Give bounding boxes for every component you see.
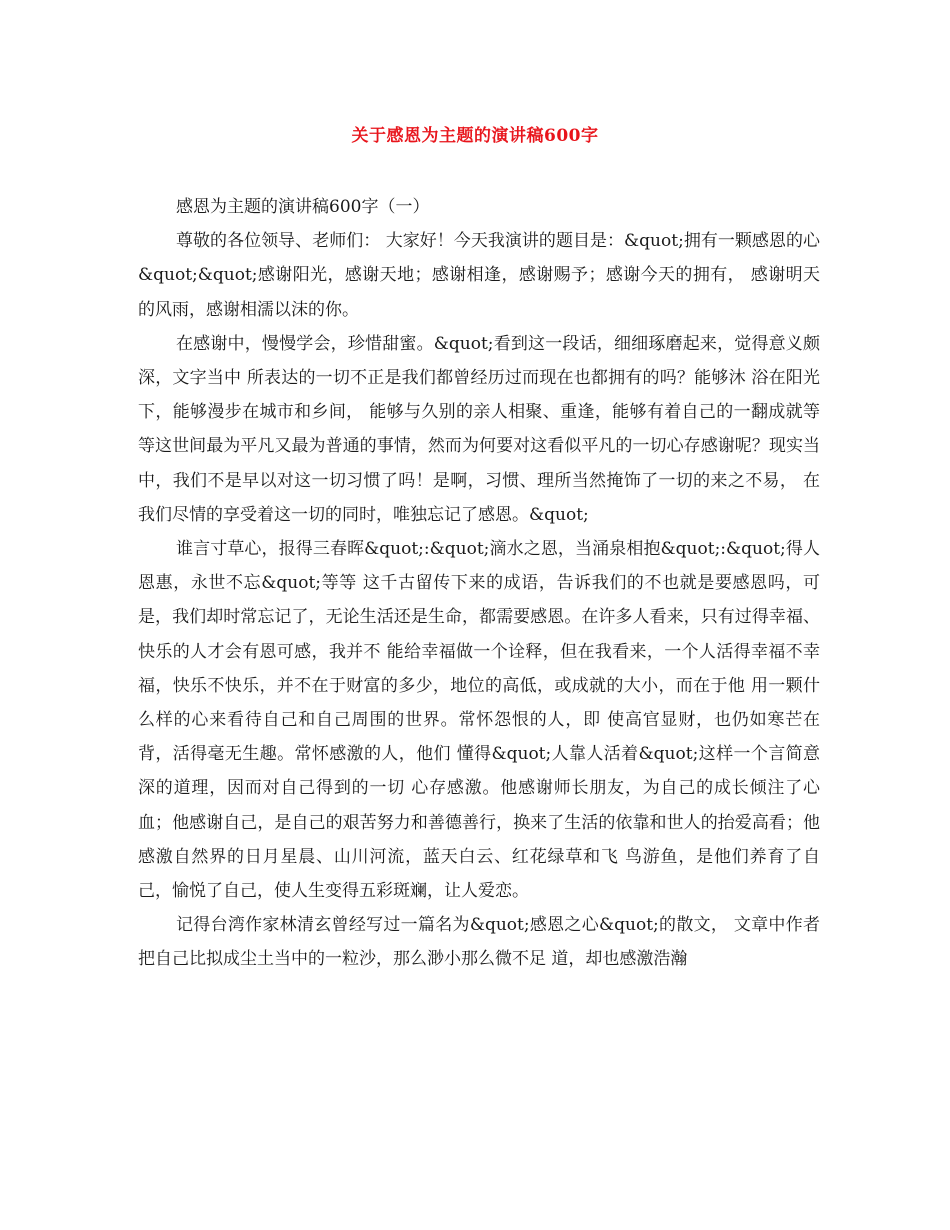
paragraph-proverbs: 谁言寸草心，报得三春晖&quot;:&quot;滴水之恩，当涌泉相抱&quot;:&quot;得人恩惠，永世不忘&quot;等等 这千古留传下来的成语，告诉我们的不也就是要感恩吗，可是，我们却时常忘记了，无论生活还是生命，都需要感恩。在许多人看来，只有过得幸福、快乐的人才会有恩可感，我并不 能给幸福做一个诠释，但在我看来，一个人活得幸福不幸福，快乐不快乐，并不在于财富的多少，地位的高低，或成就的大小，而在于他 用一颗什么样的心来看待自己和自己周围的世界。常怀怨恨的人，即 使高官显财，也仍如寒芒在背，活得毫无生趣。常怀感激的人，他们 懂得&quot;人靠人活着&quot;这样一个言简意深的道理，因而对自己得到的一切 心存感激。他感谢师长朋友，为自己的成长倾注了心血；他感谢自己，是自己的艰苦努力和善德善行，换来了生活的依靠和世人的抬爱高看；他感激自然界的日月星晨、山川河流，蓝天白云、红花绿草和飞 鸟游鱼，是他们养育了自己，愉悦了自己，使人生变得五彩斑斓，让人爱恋。 [138,539,820,902]
paragraph-greeting: 尊敬的各位领导、老师们： 大家好！今天我演讲的题目是：&quot;拥有一颗感恩的心&quot;&quot;感谢阳光，感谢天地；感谢相逢，感谢赐予；感谢今天的拥有， 感谢明天的风雨，感谢相濡以沫的你。 [138,231,820,320]
document-title: 关于感恩为主题的演讲稿600字 [351,126,599,146]
paragraph-gratitude-reflection: 在感谢中，慢慢学会，珍惜甜蜜。&quot;看到这一段话，细细琢磨起来，觉得意义颇深，文字当中 所表达的一切不正是我们都曾经历过而现在也都拥有的吗？能够沐 浴在阳光下，能够漫步在城市和乡间， 能够与久别的亲人相聚、重逢，能够有着自己的一翻成就等等这世间最为平凡又最为普通的事情，然而为何要对这看似平凡的一切心存感谢呢？现实当中，我们不是早以对这一切习惯了吗！是啊，习惯、理所当然掩饰了一切的来之不易， 在我们尽情的享受着这一切的同时，唯独忘记了感恩。&quot; [138,333,820,525]
section-heading: 感恩为主题的演讲稿600字（一） [176,197,430,217]
document-body [138,190,820,977]
paragraph-lin-qingxuan: 记得台湾作家林清玄曾经写过一篇名为&quot;感恩之心&quot;的散文， 文章中作者把自己比拟成尘土当中的一粒沙，那么渺小那么微不足 道，却也感激浩瀚 [138,915,820,970]
